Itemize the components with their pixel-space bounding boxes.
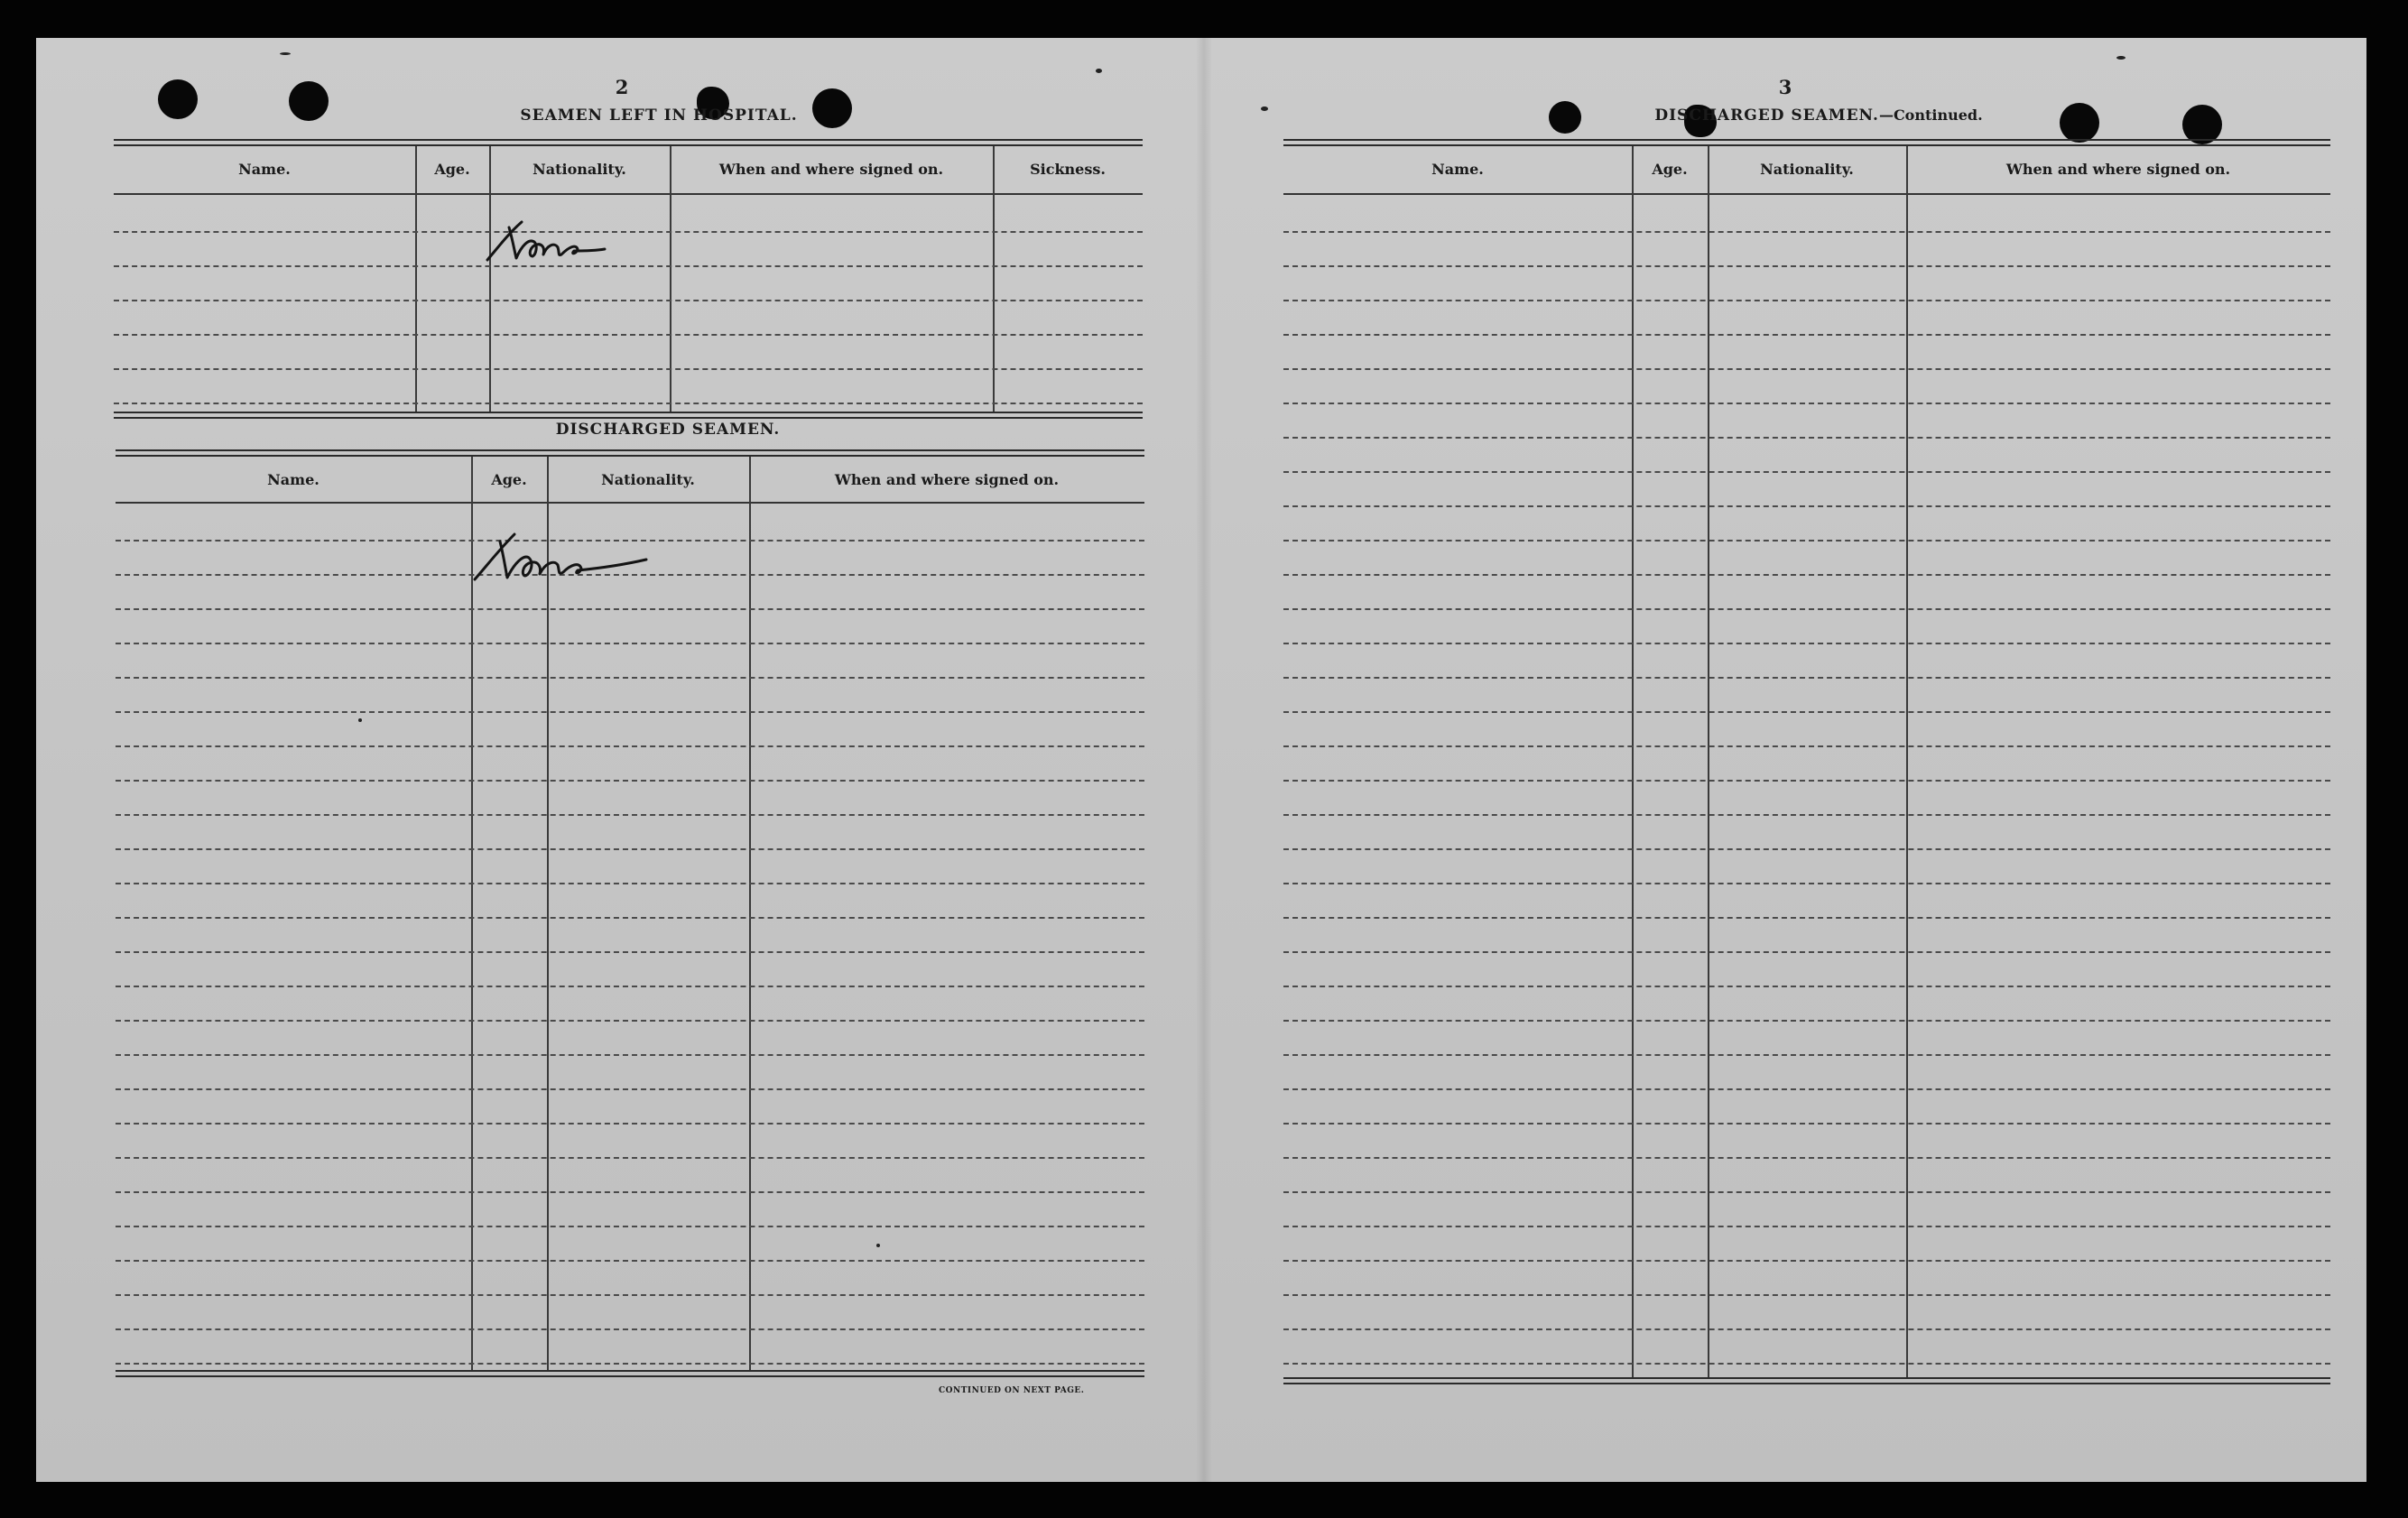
hospital-table: [114, 139, 1143, 455]
column-divider: [993, 146, 995, 413]
table-row: [1283, 540, 2330, 541]
table-row: [1283, 471, 2330, 473]
table-row: [116, 1123, 1144, 1125]
discharged-continued-title: [1625, 106, 2013, 125]
punch-hole: [2060, 103, 2099, 143]
table-row: [116, 643, 1144, 644]
table-row: [1283, 1226, 2330, 1227]
table-row: [116, 1363, 1144, 1365]
column-divider: [670, 146, 671, 413]
column-divider: [415, 146, 417, 413]
column-divider: [1708, 146, 1709, 1379]
table-row: [116, 1191, 1144, 1193]
handwritten-none-hospital: [482, 215, 608, 269]
header-underline: [1283, 193, 2330, 195]
table-row: [116, 814, 1144, 816]
col-header-sickness: Sickness.: [1030, 161, 1106, 178]
table-top-rule: [116, 449, 1144, 457]
speck: [1261, 106, 1268, 111]
table-row: [1283, 1088, 2330, 1090]
discharged-section-title: DISCHARGED SEAMEN.: [555, 421, 781, 439]
table-row: [1283, 608, 2330, 610]
column-divider: [489, 146, 491, 413]
table-row: [116, 1157, 1144, 1159]
table-row: [1283, 231, 2330, 233]
table-row: [1283, 745, 2330, 747]
table-row: [1283, 334, 2330, 336]
col-header-signed-on: When and where signed on.: [718, 161, 944, 178]
table-row: [1283, 848, 2330, 850]
table-row: [1283, 300, 2330, 301]
table-top-rule: [1283, 139, 2330, 146]
ink-blot: [1549, 101, 1581, 134]
table-row: [1283, 711, 2330, 713]
center-fold: [1196, 38, 1212, 1482]
table-row: [114, 403, 1143, 404]
continued-footer: CONTINUED ON NEXT PAGE.: [939, 1386, 1085, 1395]
table-row: [116, 780, 1144, 782]
table-row: [1283, 1260, 2330, 1262]
col-header-signed-on: When and where signed on.: [834, 471, 1060, 488]
col-header-nationality: Nationality.: [1760, 161, 1854, 178]
table-row: [1283, 986, 2330, 987]
continued-label: —Continued.: [1878, 106, 1983, 124]
col-header-age: Age.: [491, 471, 527, 488]
table-row: [1283, 780, 2330, 782]
table-row: [114, 265, 1143, 267]
table-row: [116, 1226, 1144, 1227]
table-row: [116, 848, 1144, 850]
table-row: [1283, 643, 2330, 644]
col-header-name: Name.: [1431, 161, 1484, 178]
punch-hole: [158, 79, 198, 119]
header-underline: [116, 502, 1144, 504]
table-row: [116, 883, 1144, 884]
col-header-age: Age.: [434, 161, 470, 178]
table-bottom-rule: [114, 412, 1143, 419]
table-row: [116, 711, 1144, 713]
table-row: [114, 334, 1143, 336]
col-header-nationality: Nationality.: [601, 471, 695, 488]
column-divider: [749, 457, 751, 1372]
handwritten-none-discharged: [469, 525, 650, 588]
table-row: [1283, 917, 2330, 919]
discharged-continued-title-text: DISCHARGED SEAMEN.: [1654, 106, 1879, 125]
col-header-signed-on: When and where signed on.: [2005, 161, 2231, 178]
table-row: [1283, 1363, 2330, 1365]
table-top-rule: [114, 139, 1143, 146]
table-row: [1283, 1328, 2330, 1330]
table-row: [1283, 1294, 2330, 1296]
table-row: [116, 986, 1144, 987]
table-row: [114, 300, 1143, 301]
speck: [280, 52, 291, 55]
column-divider: [1632, 146, 1634, 1379]
col-header-name: Name.: [267, 471, 320, 488]
table-row: [1283, 951, 2330, 953]
col-header-age: Age.: [1652, 161, 1688, 178]
punch-hole: [289, 81, 329, 121]
table-row: [1283, 883, 2330, 884]
table-row: [1283, 368, 2330, 370]
table-row: [1283, 1054, 2330, 1056]
table-row: [1283, 574, 2330, 576]
table-row: [116, 1088, 1144, 1090]
table-row: [114, 368, 1143, 370]
table-row: [1283, 677, 2330, 679]
table-row: [1283, 1123, 2330, 1125]
table-row: [1283, 403, 2330, 404]
table-row: [1283, 1020, 2330, 1022]
column-divider: [471, 457, 473, 1372]
table-row: [116, 1328, 1144, 1330]
column-divider: [547, 457, 549, 1372]
table-row: [1283, 265, 2330, 267]
table-row: [116, 1054, 1144, 1056]
table-row: [1283, 814, 2330, 816]
table-row: [116, 608, 1144, 610]
table-row: [114, 231, 1143, 233]
page-number-right: 3: [1778, 76, 1792, 98]
hospital-section-title: SEAMEN LEFT IN HOSPITAL.: [520, 106, 798, 125]
table-row: [116, 1260, 1144, 1262]
table-bottom-rule: [1283, 1377, 2330, 1384]
page-number-left: 2: [615, 76, 629, 98]
table-row: [116, 1294, 1144, 1296]
header-underline: [114, 193, 1143, 195]
table-row: [116, 1020, 1144, 1022]
speck: [2116, 56, 2126, 60]
col-header-name: Name.: [238, 161, 291, 178]
table-row: [116, 677, 1144, 679]
paper-sheet: [36, 38, 2366, 1482]
table-row: [1283, 1191, 2330, 1193]
discharged-table-right: [1283, 139, 2330, 1430]
table-row: [116, 951, 1144, 953]
discharged-table-left: [116, 449, 1144, 1424]
col-header-nationality: Nationality.: [533, 161, 626, 178]
table-row: [116, 917, 1144, 919]
table-row: [1283, 505, 2330, 507]
table-row: [1283, 1157, 2330, 1159]
table-bottom-rule: [116, 1370, 1144, 1377]
speck: [1096, 69, 1102, 73]
table-row: [1283, 437, 2330, 439]
column-divider: [1906, 146, 1908, 1379]
table-row: [116, 745, 1144, 747]
